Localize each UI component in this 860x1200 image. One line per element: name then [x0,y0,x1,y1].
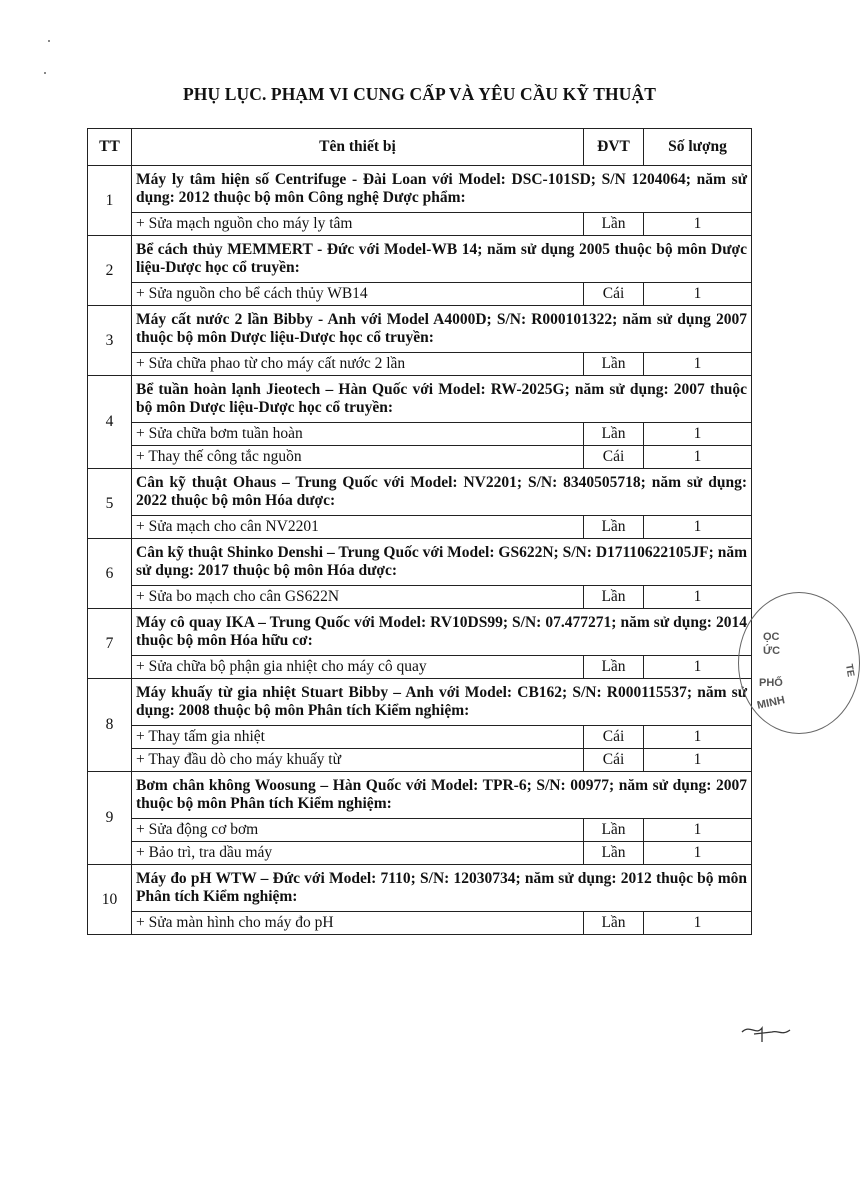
task-description: + Sửa chữa bộ phận gia nhiệt cho máy cô quay [132,656,584,679]
task-row [88,656,752,679]
header-name: Tên thiết bị [132,129,584,166]
task-quantity: 1 [644,353,752,376]
equipment-row [88,539,752,586]
header-unit: ĐVT [584,129,644,166]
equipment-row [88,609,752,656]
task-unit: Lần [584,586,644,609]
task-description: + Sửa bo mạch cho cân GS622N [132,586,584,609]
row-number: 4 [88,376,132,469]
task-row [88,213,752,236]
stamp-text: TE [842,663,856,678]
task-row [88,516,752,539]
row-number: 1 [88,166,132,236]
task-description: + Thay đầu dò cho máy khuấy từ [132,749,584,772]
task-unit: Lần [584,516,644,539]
task-quantity: 1 [644,749,752,772]
task-description: + Thay tấm gia nhiệt [132,726,584,749]
row-number: 6 [88,539,132,609]
row-number: 9 [88,772,132,865]
equipment-description: Máy cô quay IKA – Trung Quốc với Model: RV10DS99; S/N: 07.477271; năm sử dụng: 2014 thuộc bộ môn Hóa hữu cơ: [132,609,752,656]
equipment-row [88,306,752,353]
equipment-description: Bể tuần hoàn lạnh Jieotech – Hàn Quốc với Model: RW-2025G; năm sử dụng: 2007 thuộc bộ môn Dược liệu-Dược học cổ truyền: [132,376,752,423]
task-row [88,726,752,749]
equipment-row [88,236,752,283]
equipment-description: Bơm chân không Woosung – Hàn Quốc với Model: TPR-6; S/N: 00977; năm sử dụng: 2007 thuộc bộ môn Phân tích Kiểm nghiệm: [132,772,752,819]
task-quantity: 1 [644,912,752,935]
task-unit: Cái [584,749,644,772]
row-number: 7 [88,609,132,679]
equipment-description: Cân kỹ thuật Ohaus – Trung Quốc với Model: NV2201; S/N: 8340505718; năm sử dụng: 2022 thuộc bộ môn Hóa dược: [132,469,752,516]
stamp-text: ỨC [763,645,781,657]
task-description: + Bảo trì, tra dầu máy [132,842,584,865]
equipment-row [88,376,752,423]
equipment-description: Bể cách thủy MEMMERT - Đức với Model-WB 14; năm sử dụng 2005 thuộc bộ môn Dược liệu-Dược học cổ truyền: [132,236,752,283]
equipment-description: Máy đo pH WTW – Đức với Model: 7110; S/N: 12030734; năm sử dụng: 2012 thuộc bộ môn Phân tích Kiểm nghiệm: [132,865,752,912]
signature-mark [736,1016,796,1046]
row-number: 10 [88,865,132,935]
stamp-text: ỌC [763,631,780,643]
task-unit: Lần [584,423,644,446]
task-description: + Sửa chữa bơm tuần hoàn [132,423,584,446]
task-unit: Cái [584,726,644,749]
task-description: + Sửa động cơ bơm [132,819,584,842]
equipment-row [88,166,752,213]
equipment-row [88,772,752,819]
task-quantity: 1 [644,726,752,749]
task-unit: Cái [584,283,644,306]
equipment-description: Máy ly tâm hiện số Centrifuge - Đài Loan với Model: DSC-101SD; S/N 1204064; năm sử dụng: 2012 thuộc bộ môn Công nghệ Dược phẩm: [132,166,752,213]
task-row [88,353,752,376]
equipment-description: Máy khuấy từ gia nhiệt Stuart Bibby – Anh với Model: CB162; S/N: R000115537; năm sử dụng: 2008 thuộc bộ môn Phân tích Kiểm nghiệm: [132,679,752,726]
row-number: 8 [88,679,132,772]
official-stamp [738,592,860,734]
header-qty: Số lượng [644,129,752,166]
equipment-row [88,865,752,912]
table-header-row [88,129,752,166]
task-unit: Lần [584,353,644,376]
task-quantity: 1 [644,819,752,842]
table-body [88,166,752,935]
equipment-row [88,679,752,726]
task-unit: Lần [584,912,644,935]
task-description: + Sửa màn hình cho máy đo pH [132,912,584,935]
task-description: + Sửa nguồn cho bể cách thủy WB14 [132,283,584,306]
task-description: + Sửa mạch cho cân NV2201 [132,516,584,539]
task-unit: Lần [584,213,644,236]
task-unit: Cái [584,446,644,469]
task-quantity: 1 [644,656,752,679]
row-number: 2 [88,236,132,306]
stamp-text: MINH [756,694,787,712]
header-tt: TT [88,129,132,166]
task-quantity: 1 [644,446,752,469]
row-number: 3 [88,306,132,376]
task-unit: Lần [584,819,644,842]
task-quantity: 1 [644,516,752,539]
task-quantity: 1 [644,423,752,446]
task-quantity: 1 [644,283,752,306]
page-title: PHỤ LỤC. PHẠM VI CUNG CẤP VÀ YÊU CẦU KỸ THUẬT [183,84,656,104]
task-row [88,842,752,865]
task-unit: Lần [584,656,644,679]
equipment-description: Máy cất nước 2 lần Bibby - Anh với Model A4000D; S/N: R000101322; năm sử dụng 2007 thuộc bộ môn Dược liệu-Dược học cổ truyền: [132,306,752,353]
task-quantity: 1 [644,213,752,236]
task-description: + Sửa mạch nguồn cho máy ly tâm [132,213,584,236]
task-unit: Lần [584,842,644,865]
task-description: + Sửa chữa phao từ cho máy cất nước 2 lần [132,353,584,376]
task-quantity: 1 [644,586,752,609]
task-description: + Thay thế công tắc nguồn [132,446,584,469]
task-row [88,912,752,935]
task-quantity: 1 [644,842,752,865]
scan-speck [44,72,46,74]
task-row [88,749,752,772]
task-row [88,283,752,306]
equipment-table [87,128,752,935]
task-row [88,586,752,609]
equipment-row [88,469,752,516]
task-row [88,423,752,446]
scan-speck [48,40,50,42]
task-row [88,819,752,842]
task-row [88,446,752,469]
row-number: 5 [88,469,132,539]
stamp-text: PHỐ [759,677,783,689]
equipment-description: Cân kỹ thuật Shinko Denshi – Trung Quốc với Model: GS622N; S/N: D17110622105JF; năm sử dụng: 2017 thuộc bộ môn Hóa dược: [132,539,752,586]
